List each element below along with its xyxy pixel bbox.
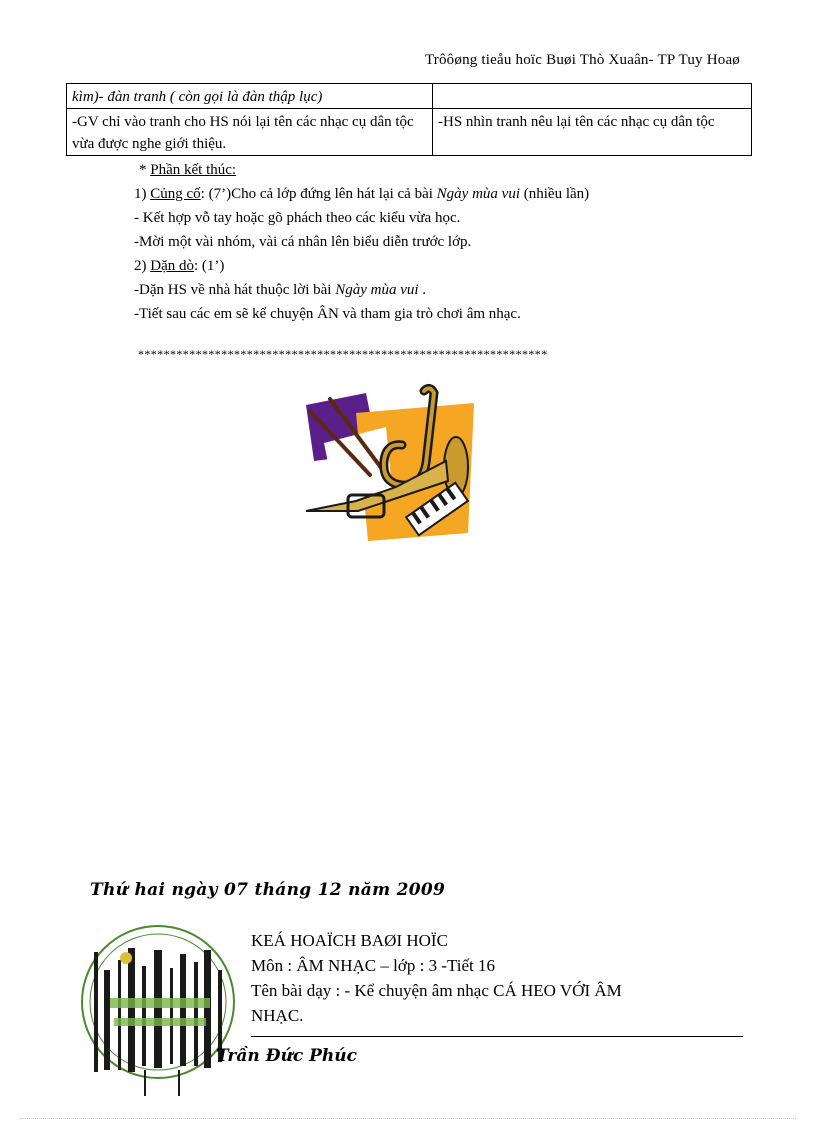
item-number: 1)	[134, 186, 151, 202]
homework-label: Dặn dò	[150, 258, 194, 274]
perform-line: -Mời một vài nhóm, vài cá nhân lên biểu diễn trước lớp.	[134, 234, 472, 250]
plan-subject: Môn : ÂM NHẠC – lớp : 3 -Tiết 16	[251, 956, 496, 975]
homework-line	[134, 278, 734, 302]
homework-text-end: .	[418, 282, 427, 298]
ending-heading	[134, 158, 734, 182]
clap-line: - Kết hợp vỗ tay hoặc gõ phách theo các kiểu vừa học.	[134, 210, 461, 226]
consolidation-label: Củng cố	[150, 186, 201, 202]
table-cell-left: kìm)- đàn tranh ( còn gọi là đàn thập lục)	[67, 84, 433, 109]
table-row	[67, 109, 752, 156]
music-instruments-clipart	[296, 383, 478, 545]
consolidation-line	[134, 182, 734, 206]
homework-time: : (1’)	[194, 258, 225, 274]
next-lesson-line: -Tiết sau các em sẽ kể chuyện ÂN và tham gia trò chơi âm nhạc.	[134, 306, 521, 322]
table-cell-right: -HS nhìn tranh nêu lại tên các nhạc cụ dân tộc	[433, 109, 752, 156]
consolidation-text-end: (nhiều lần)	[520, 186, 590, 202]
song-title: Ngày mùa vui	[436, 186, 520, 202]
divider-line	[251, 1036, 743, 1037]
heading-text: Phần kết thúc:	[150, 162, 237, 178]
plan-title: KEÁ HOAÏCH BAØI HOÏC	[251, 931, 448, 950]
school-header: Trôôøng tieåu hoïc Buøi Thò Xuaân- TP Tuy Hoaø	[424, 52, 740, 68]
page-bottom-border	[20, 1118, 796, 1119]
song-title: Ngày mùa vui	[335, 282, 419, 298]
lesson-date: Thứ hai ngày 07 tháng 12 năm 2009	[90, 880, 446, 900]
lesson-plan-title-block	[251, 928, 721, 1028]
table-cell-right	[433, 84, 752, 109]
plan-lesson-name: Tên bài dạy : - Kể chuyện âm nhạc CÁ HEO VỚI ÂM	[251, 981, 622, 1000]
heading-bullet: *	[139, 162, 151, 178]
plan-lesson-name-cont: NHẠC.	[251, 1006, 304, 1025]
consolidation-text: : (7’)Cho cả lớp đứng lên hát lại cả bài	[200, 186, 437, 202]
item-number: 2)	[134, 258, 151, 274]
homework-heading	[134, 254, 734, 278]
ending-section	[134, 158, 734, 326]
star-separator: ****************************************************************	[138, 347, 548, 361]
author-name: Trần Đức Phúc	[216, 1046, 358, 1066]
table-cell-left: -GV chỉ vào tranh cho HS nói lại tên các nhạc cụ dân tộc vừa được nghe giới thiệu.	[67, 109, 433, 156]
homework-text: -Dặn HS về nhà hát thuộc lời bài	[134, 282, 336, 298]
school-stamp-seal	[74, 910, 252, 1096]
activity-table	[66, 83, 752, 156]
table-row	[67, 84, 752, 109]
